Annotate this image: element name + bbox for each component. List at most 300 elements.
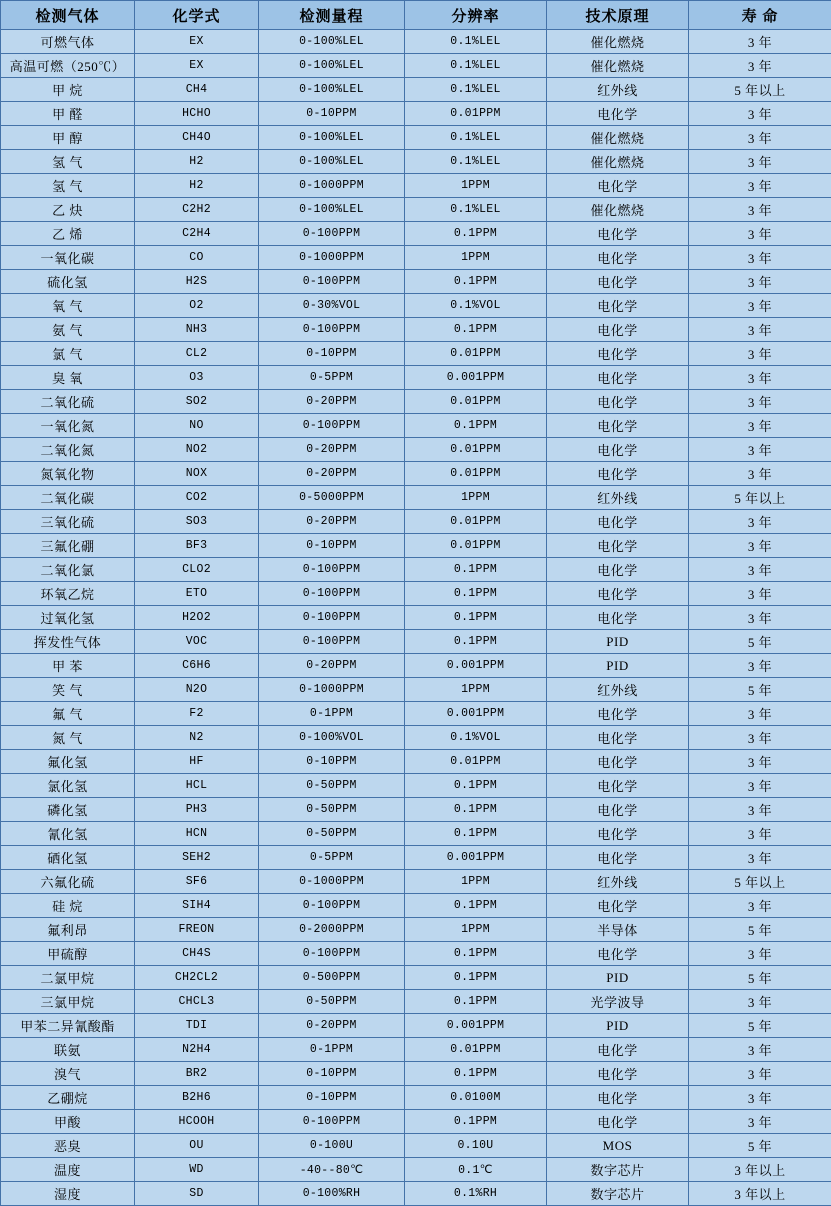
table-cell: 3 年	[689, 1062, 831, 1086]
table-cell: CL2	[135, 342, 259, 366]
table-cell: -40--80℃	[259, 1158, 405, 1182]
table-cell: ETO	[135, 582, 259, 606]
table-row	[1, 270, 831, 294]
table-cell: 电化学	[547, 774, 689, 798]
table-cell: 5 年	[689, 678, 831, 702]
table-cell: PID	[547, 630, 689, 654]
table-cell: 氢 气	[1, 174, 135, 198]
table-cell: H2	[135, 150, 259, 174]
table-cell: 0.001PPM	[405, 702, 547, 726]
table-cell: 半导体	[547, 918, 689, 942]
table-cell: C2H4	[135, 222, 259, 246]
table-cell: SF6	[135, 870, 259, 894]
table-cell: 0-100%RH	[259, 1182, 405, 1206]
table-cell: 0-500PPM	[259, 966, 405, 990]
table-cell: 催化燃烧	[547, 30, 689, 54]
table-cell: 3 年	[689, 174, 831, 198]
table-cell: 氢 气	[1, 150, 135, 174]
table-cell: 0-100U	[259, 1134, 405, 1158]
table-cell: WD	[135, 1158, 259, 1182]
table-cell: 0-100PPM	[259, 414, 405, 438]
table-cell: 二氧化氮	[1, 438, 135, 462]
table-cell: 0.1PPM	[405, 822, 547, 846]
table-cell: 电化学	[547, 1110, 689, 1134]
table-cell: 氧 气	[1, 294, 135, 318]
table-cell: N2O	[135, 678, 259, 702]
table-cell: CHCL3	[135, 990, 259, 1014]
table-cell: 0-1000PPM	[259, 246, 405, 270]
table-cell: 0.001PPM	[405, 654, 547, 678]
table-cell: 3 年	[689, 126, 831, 150]
table-row	[1, 678, 831, 702]
table-cell: BF3	[135, 534, 259, 558]
table-cell: 0.1%LEL	[405, 54, 547, 78]
table-cell: 高温可燃（250℃）	[1, 54, 135, 78]
table-cell: 电化学	[547, 342, 689, 366]
table-row	[1, 702, 831, 726]
table-cell: 催化燃烧	[547, 198, 689, 222]
table-cell: HCOOH	[135, 1110, 259, 1134]
table-cell: 甲 烷	[1, 78, 135, 102]
table-cell: 0.1PPM	[405, 630, 547, 654]
table-cell: 0.1PPM	[405, 798, 547, 822]
table-row	[1, 654, 831, 678]
table-cell: 挥发性气体	[1, 630, 135, 654]
table-cell: 电化学	[547, 174, 689, 198]
table-cell: 3 年	[689, 702, 831, 726]
table-cell: 0-100%LEL	[259, 150, 405, 174]
table-cell: 电化学	[547, 702, 689, 726]
table-cell: N2	[135, 726, 259, 750]
table-cell: 0-20PPM	[259, 390, 405, 414]
table-row	[1, 222, 831, 246]
table-cell: 电化学	[547, 390, 689, 414]
table-row	[1, 30, 831, 54]
table-cell: 5 年以上	[689, 870, 831, 894]
table-cell: 0.1%LEL	[405, 78, 547, 102]
table-cell: SO3	[135, 510, 259, 534]
table-cell: 3 年以上	[689, 1182, 831, 1206]
table-row	[1, 390, 831, 414]
table-cell: SEH2	[135, 846, 259, 870]
table-cell: FREON	[135, 918, 259, 942]
table-cell: 氮氧化物	[1, 462, 135, 486]
table-cell: 5 年	[689, 1014, 831, 1038]
table-cell: 温度	[1, 1158, 135, 1182]
table-row	[1, 822, 831, 846]
table-cell: 0-20PPM	[259, 438, 405, 462]
table-cell: 0-1000PPM	[259, 870, 405, 894]
table-cell: 3 年	[689, 150, 831, 174]
table-cell: 0.1PPM	[405, 774, 547, 798]
table-cell: 5 年以上	[689, 486, 831, 510]
table-cell: 乙 烯	[1, 222, 135, 246]
table-row	[1, 174, 831, 198]
table-cell: 3 年	[689, 366, 831, 390]
table-cell: 电化学	[547, 606, 689, 630]
table-row	[1, 942, 831, 966]
table-cell: 甲硫醇	[1, 942, 135, 966]
table-cell: 湿度	[1, 1182, 135, 1206]
table-cell: 0.1PPM	[405, 582, 547, 606]
table-cell: 3 年	[689, 342, 831, 366]
table-cell: 电化学	[547, 942, 689, 966]
table-row	[1, 102, 831, 126]
table-row	[1, 366, 831, 390]
table-cell: 二氧化碳	[1, 486, 135, 510]
table-cell: 3 年	[689, 198, 831, 222]
table-cell: CH4S	[135, 942, 259, 966]
table-cell: 电化学	[547, 1086, 689, 1110]
table-cell: 电化学	[547, 1062, 689, 1086]
table-cell: 3 年	[689, 774, 831, 798]
table-cell: 催化燃烧	[547, 54, 689, 78]
table-header-row	[1, 1, 831, 30]
table-cell: 0-100PPM	[259, 630, 405, 654]
table-cell: 0.01PPM	[405, 438, 547, 462]
table-cell: 电化学	[547, 102, 689, 126]
table-cell: 0-5PPM	[259, 846, 405, 870]
table-row	[1, 318, 831, 342]
table-cell: 0-100%LEL	[259, 30, 405, 54]
table-cell: 红外线	[547, 486, 689, 510]
table-cell: C2H2	[135, 198, 259, 222]
table-cell: 电化学	[547, 270, 689, 294]
table-cell: 3 年	[689, 1086, 831, 1110]
table-cell: 氰化氢	[1, 822, 135, 846]
table-cell: 0-100PPM	[259, 1110, 405, 1134]
table-cell: 5 年	[689, 966, 831, 990]
table-cell: 氯化氢	[1, 774, 135, 798]
table-cell: 3 年	[689, 222, 831, 246]
table-cell: 0-1PPM	[259, 702, 405, 726]
table-cell: 乙硼烷	[1, 1086, 135, 1110]
table-row	[1, 606, 831, 630]
table-cell: 0-50PPM	[259, 990, 405, 1014]
table-cell: 甲苯二异氰酸酯	[1, 1014, 135, 1038]
table-cell: 0.001PPM	[405, 1014, 547, 1038]
table-cell: 二氧化硫	[1, 390, 135, 414]
table-row	[1, 414, 831, 438]
table-cell: 氟 气	[1, 702, 135, 726]
table-cell: 0-1PPM	[259, 1038, 405, 1062]
table-row	[1, 1062, 831, 1086]
table-cell: 一氧化氮	[1, 414, 135, 438]
table-cell: 3 年	[689, 942, 831, 966]
table-cell: 3 年	[689, 582, 831, 606]
table-cell: C6H6	[135, 654, 259, 678]
table-cell: 0.1PPM	[405, 942, 547, 966]
table-cell: 电化学	[547, 1038, 689, 1062]
table-cell: 红外线	[547, 78, 689, 102]
table-cell: SD	[135, 1182, 259, 1206]
table-cell: 0.1%VOL	[405, 726, 547, 750]
table-cell: N2H4	[135, 1038, 259, 1062]
table-cell: 0.1PPM	[405, 222, 547, 246]
table-row	[1, 534, 831, 558]
table-cell: 甲酸	[1, 1110, 135, 1134]
table-cell: 1PPM	[405, 174, 547, 198]
table-cell: 0-100PPM	[259, 606, 405, 630]
table-cell: NO2	[135, 438, 259, 462]
table-row	[1, 726, 831, 750]
table-cell: 3 年	[689, 654, 831, 678]
table-cell: PID	[547, 966, 689, 990]
table-cell: 0-10PPM	[259, 102, 405, 126]
table-cell: 0-100PPM	[259, 582, 405, 606]
table-cell: 0-100%VOL	[259, 726, 405, 750]
table-cell: 0.1%LEL	[405, 198, 547, 222]
table-cell: 0.01PPM	[405, 462, 547, 486]
table-cell: 0-100PPM	[259, 558, 405, 582]
table-cell: 磷化氢	[1, 798, 135, 822]
table-cell: O2	[135, 294, 259, 318]
table-cell: 0-100%LEL	[259, 126, 405, 150]
table-cell: 催化燃烧	[547, 150, 689, 174]
table-cell: NH3	[135, 318, 259, 342]
table-row	[1, 294, 831, 318]
table-cell: 0-5000PPM	[259, 486, 405, 510]
table-row	[1, 774, 831, 798]
table-cell: 0-100%LEL	[259, 198, 405, 222]
table-row	[1, 438, 831, 462]
table-cell: 5 年	[689, 918, 831, 942]
table-cell: 电化学	[547, 438, 689, 462]
table-cell: HF	[135, 750, 259, 774]
table-row	[1, 1086, 831, 1110]
table-cell: 3 年	[689, 846, 831, 870]
table-cell: 0-20PPM	[259, 462, 405, 486]
table-cell: 0.001PPM	[405, 366, 547, 390]
table-row	[1, 198, 831, 222]
table-cell: HCHO	[135, 102, 259, 126]
table-row	[1, 150, 831, 174]
table-row	[1, 126, 831, 150]
table-cell: 红外线	[547, 870, 689, 894]
table-cell: 0-5PPM	[259, 366, 405, 390]
table-cell: 3 年	[689, 462, 831, 486]
table-cell: 0.01PPM	[405, 534, 547, 558]
table-cell: 氟利昂	[1, 918, 135, 942]
column-header-lifetime: 寿 命	[689, 1, 831, 30]
table-row	[1, 894, 831, 918]
table-cell: HCN	[135, 822, 259, 846]
table-cell: 0.1PPM	[405, 558, 547, 582]
table-cell: 电化学	[547, 726, 689, 750]
table-row	[1, 966, 831, 990]
table-cell: NO	[135, 414, 259, 438]
table-cell: 0-30%VOL	[259, 294, 405, 318]
table-cell: 0.0100M	[405, 1086, 547, 1110]
table-cell: 0.01PPM	[405, 390, 547, 414]
table-row	[1, 582, 831, 606]
table-cell: 3 年	[689, 1110, 831, 1134]
table-cell: 乙 炔	[1, 198, 135, 222]
table-cell: 0.1%RH	[405, 1182, 547, 1206]
table-cell: TDI	[135, 1014, 259, 1038]
table-cell: CO	[135, 246, 259, 270]
column-header-formula: 化学式	[135, 1, 259, 30]
table-cell: 3 年	[689, 894, 831, 918]
table-row	[1, 750, 831, 774]
table-cell: 1PPM	[405, 870, 547, 894]
table-row	[1, 462, 831, 486]
table-cell: 电化学	[547, 582, 689, 606]
table-cell: 3 年	[689, 318, 831, 342]
table-cell: BR2	[135, 1062, 259, 1086]
table-cell: 电化学	[547, 558, 689, 582]
table-cell: 一氧化碳	[1, 246, 135, 270]
table-cell: 三氯甲烷	[1, 990, 135, 1014]
table-cell: 环氧乙烷	[1, 582, 135, 606]
table-cell: 1PPM	[405, 918, 547, 942]
table-cell: CH4O	[135, 126, 259, 150]
table-cell: 甲 醛	[1, 102, 135, 126]
table-cell: 3 年	[689, 30, 831, 54]
table-cell: 3 年	[689, 438, 831, 462]
table-cell: 0-100PPM	[259, 318, 405, 342]
table-cell: 电化学	[547, 894, 689, 918]
table-row	[1, 630, 831, 654]
table-row	[1, 1038, 831, 1062]
table-cell: OU	[135, 1134, 259, 1158]
table-cell: 硫化氢	[1, 270, 135, 294]
column-header-resolution: 分辨率	[405, 1, 547, 30]
table-cell: 电化学	[547, 534, 689, 558]
table-cell: 3 年	[689, 534, 831, 558]
table-cell: 1PPM	[405, 486, 547, 510]
table-row	[1, 1110, 831, 1134]
table-row	[1, 342, 831, 366]
table-cell: 3 年	[689, 558, 831, 582]
table-cell: 硅 烷	[1, 894, 135, 918]
table-cell: 0.1%LEL	[405, 30, 547, 54]
table-cell: CLO2	[135, 558, 259, 582]
table-cell: 电化学	[547, 246, 689, 270]
table-row	[1, 798, 831, 822]
table-cell: 0-10PPM	[259, 534, 405, 558]
table-cell: 0-10PPM	[259, 1086, 405, 1110]
table-row	[1, 246, 831, 270]
table-cell: H2	[135, 174, 259, 198]
table-cell: 电化学	[547, 510, 689, 534]
table-cell: 电化学	[547, 462, 689, 486]
table-cell: 氨 气	[1, 318, 135, 342]
table-cell: 0.1PPM	[405, 966, 547, 990]
table-cell: PH3	[135, 798, 259, 822]
table-cell: 5 年以上	[689, 78, 831, 102]
table-cell: 联氨	[1, 1038, 135, 1062]
table-cell: 3 年	[689, 1038, 831, 1062]
table-cell: 催化燃烧	[547, 126, 689, 150]
table-cell: 3 年	[689, 606, 831, 630]
table-cell: 0-20PPM	[259, 1014, 405, 1038]
table-cell: O3	[135, 366, 259, 390]
table-cell: 3 年	[689, 294, 831, 318]
column-header-range: 检测量程	[259, 1, 405, 30]
table-cell: 硒化氢	[1, 846, 135, 870]
table-cell: 0.01PPM	[405, 1038, 547, 1062]
table-cell: 0.1℃	[405, 1158, 547, 1182]
table-cell: 甲 苯	[1, 654, 135, 678]
table-cell: 3 年	[689, 390, 831, 414]
table-cell: F2	[135, 702, 259, 726]
table-cell: 0.1PPM	[405, 414, 547, 438]
table-cell: 0.1PPM	[405, 894, 547, 918]
table-cell: 0-10PPM	[259, 1062, 405, 1086]
table-cell: 0.1%LEL	[405, 150, 547, 174]
table-row	[1, 54, 831, 78]
table-cell: 电化学	[547, 414, 689, 438]
table-cell: HCL	[135, 774, 259, 798]
table-cell: 0-100PPM	[259, 894, 405, 918]
table-cell: 三氟化硼	[1, 534, 135, 558]
table-row	[1, 510, 831, 534]
table-cell: CH2CL2	[135, 966, 259, 990]
table-cell: 电化学	[547, 294, 689, 318]
table-row	[1, 846, 831, 870]
table-cell: 0-100PPM	[259, 222, 405, 246]
table-cell: 5 年	[689, 630, 831, 654]
table-cell: 0.1PPM	[405, 270, 547, 294]
table-cell: 电化学	[547, 222, 689, 246]
table-cell: 三氧化硫	[1, 510, 135, 534]
table-cell: 0-100%LEL	[259, 54, 405, 78]
table-cell: 0.01PPM	[405, 750, 547, 774]
table-cell: 0-10PPM	[259, 342, 405, 366]
table-cell: 0.01PPM	[405, 102, 547, 126]
table-cell: 氟化氢	[1, 750, 135, 774]
table-cell: 电化学	[547, 798, 689, 822]
table-cell: 1PPM	[405, 678, 547, 702]
table-cell: 3 年	[689, 102, 831, 126]
table-cell: 0-1000PPM	[259, 678, 405, 702]
table-cell: 0.1PPM	[405, 318, 547, 342]
table-cell: 0-10PPM	[259, 750, 405, 774]
table-cell: 电化学	[547, 822, 689, 846]
table-cell: 0-20PPM	[259, 510, 405, 534]
table-cell: CH4	[135, 78, 259, 102]
table-cell: H2O2	[135, 606, 259, 630]
table-cell: PID	[547, 1014, 689, 1038]
table-cell: 0-2000PPM	[259, 918, 405, 942]
table-row	[1, 1158, 831, 1182]
table-cell: 5 年	[689, 1134, 831, 1158]
table-row	[1, 918, 831, 942]
table-row	[1, 486, 831, 510]
table-cell: 可燃气体	[1, 30, 135, 54]
table-cell: 0-20PPM	[259, 654, 405, 678]
table-cell: 3 年	[689, 822, 831, 846]
table-cell: 0-100PPM	[259, 942, 405, 966]
table-cell: 3 年	[689, 798, 831, 822]
table-cell: 电化学	[547, 750, 689, 774]
table-cell: 二氧化氯	[1, 558, 135, 582]
table-cell: 3 年	[689, 54, 831, 78]
table-cell: 0-1000PPM	[259, 174, 405, 198]
table-cell: EX	[135, 30, 259, 54]
table-cell: CO2	[135, 486, 259, 510]
table-cell: 3 年	[689, 990, 831, 1014]
table-cell: 红外线	[547, 678, 689, 702]
table-cell: 数字芯片	[547, 1182, 689, 1206]
table-cell: 笑 气	[1, 678, 135, 702]
table-cell: 0.001PPM	[405, 846, 547, 870]
table-cell: 1PPM	[405, 246, 547, 270]
table-cell: SO2	[135, 390, 259, 414]
table-cell: 0-50PPM	[259, 822, 405, 846]
table-cell: 甲 醇	[1, 126, 135, 150]
